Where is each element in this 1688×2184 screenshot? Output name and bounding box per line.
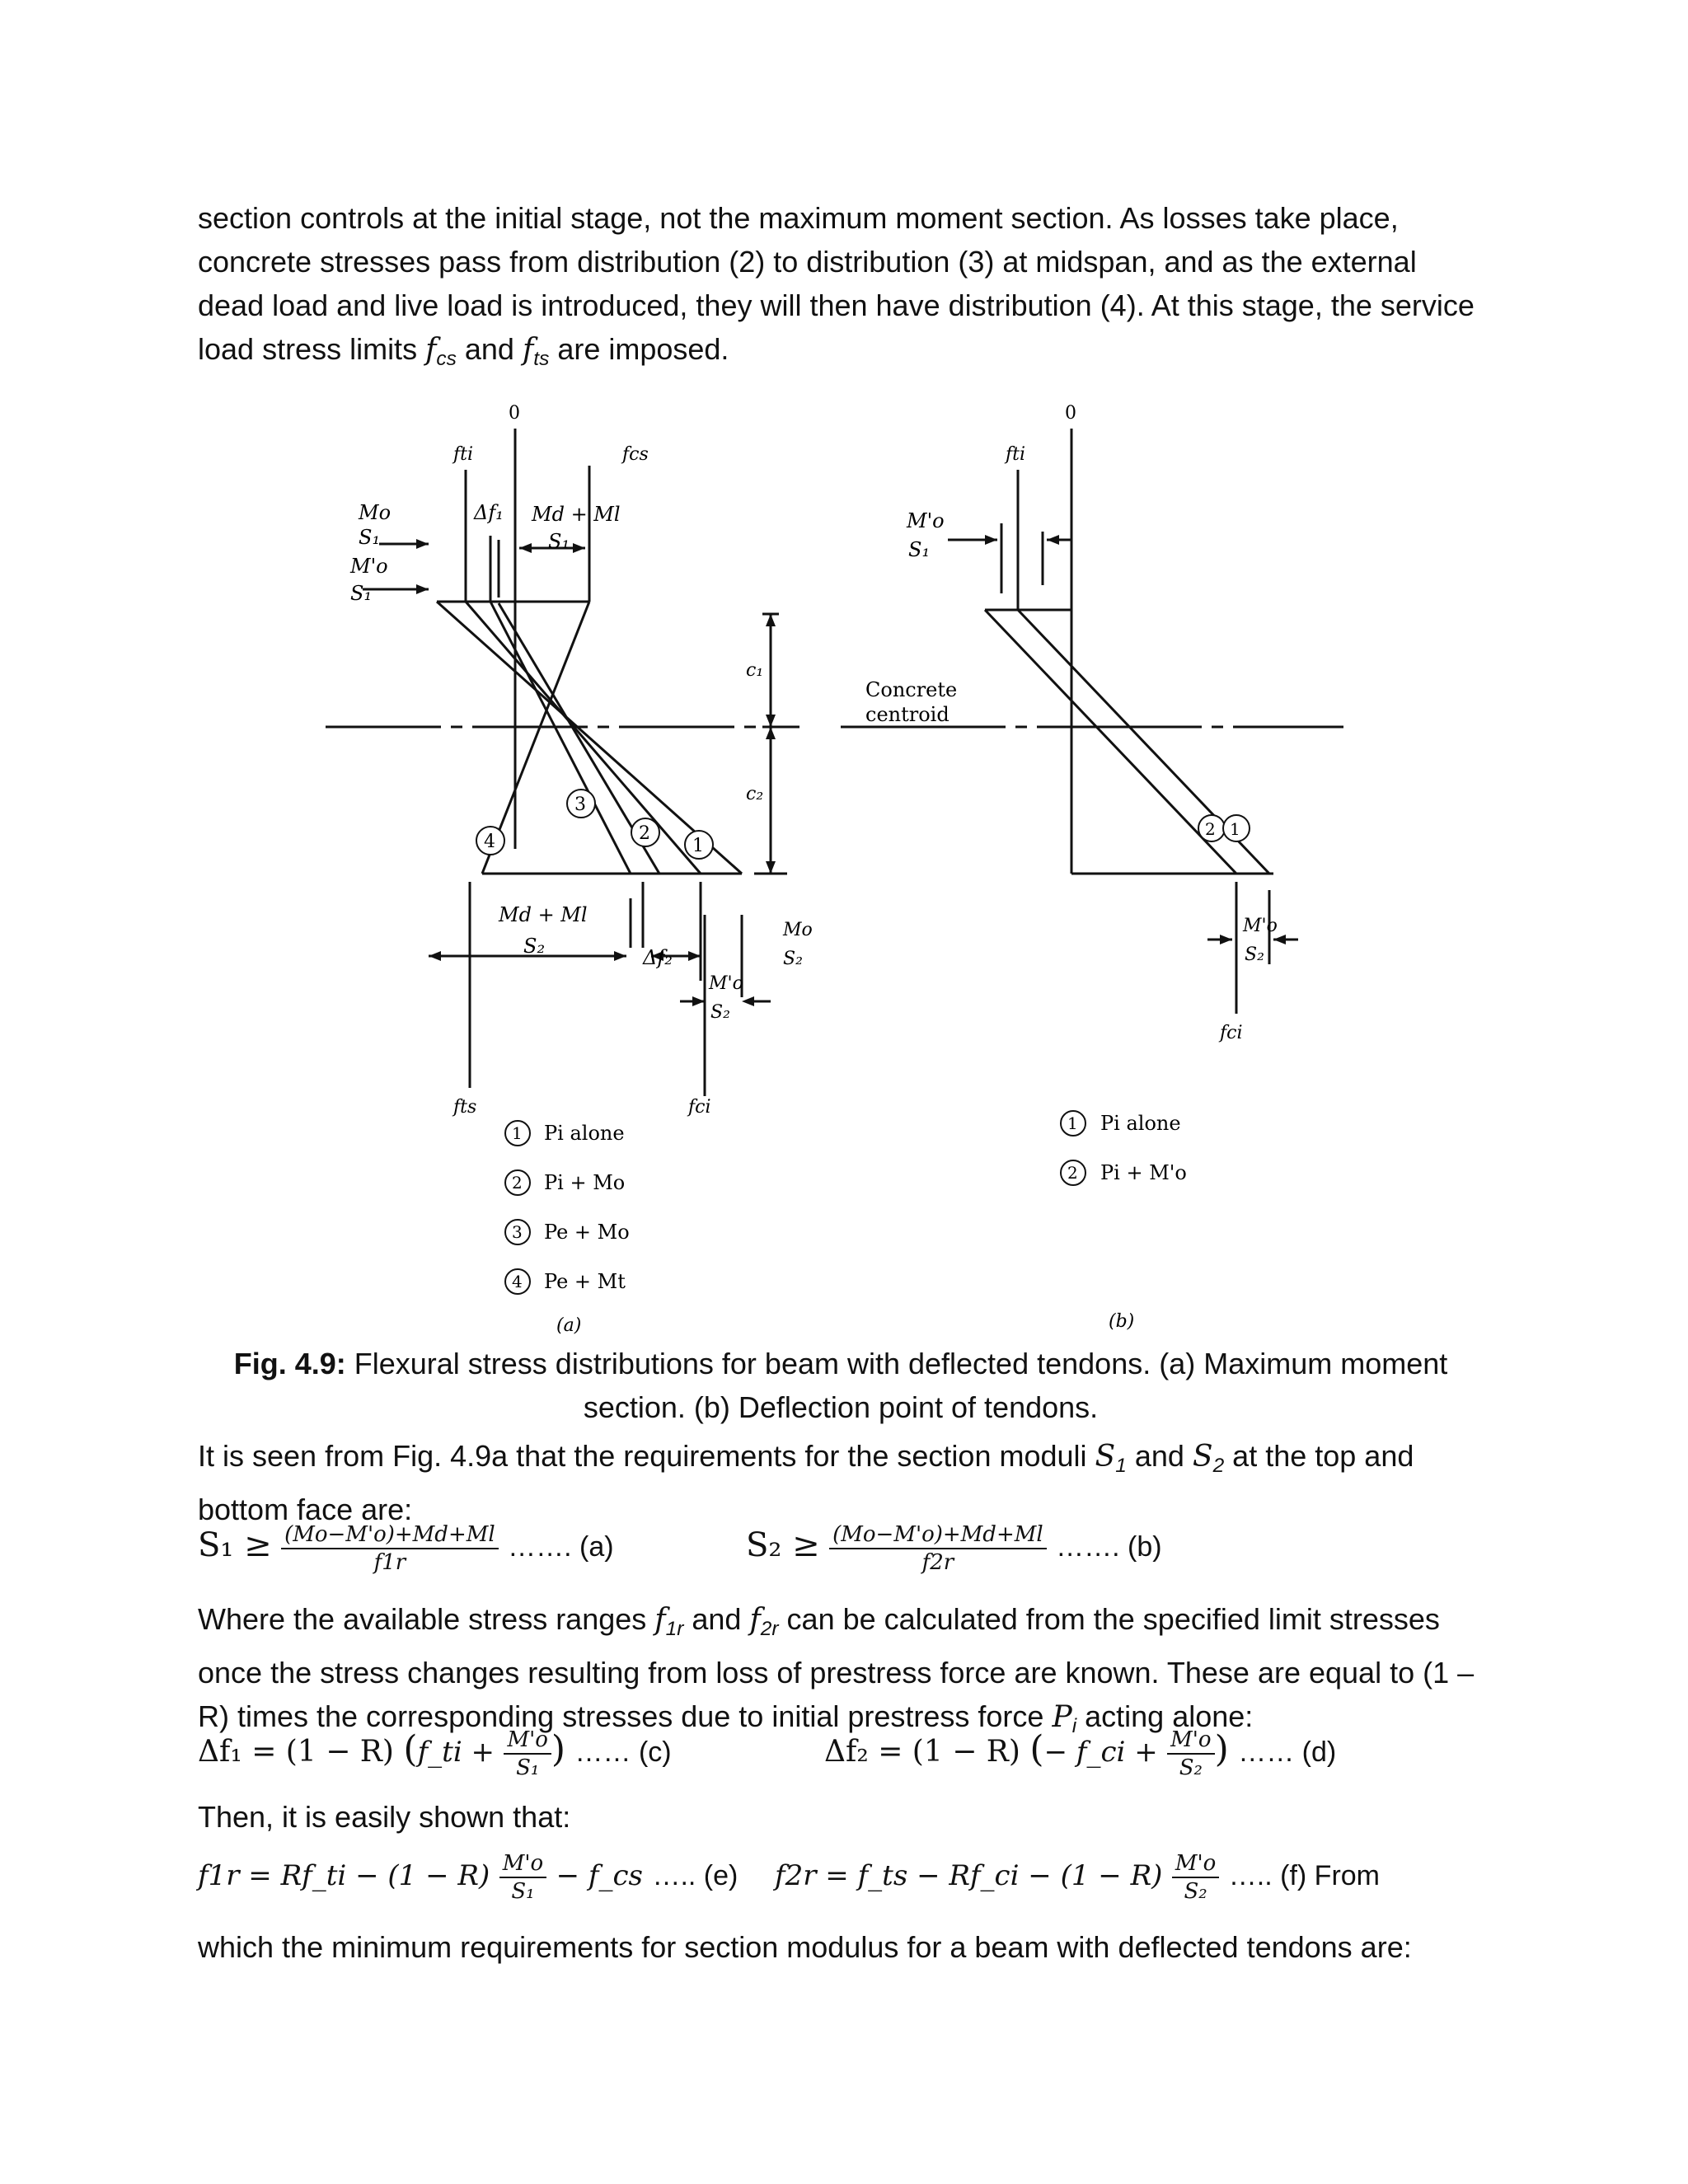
fti-label-b: fti [1006,444,1026,465]
eq-c-inner: f_ti + [417,1736,495,1769]
zero-label-a: 0 [509,403,520,424]
s1-subscript: 1 [1115,1454,1127,1477]
md-ml-s1-num: Md + Ml [532,503,621,526]
section-moduli-paragraph [198,1434,1484,1531]
equation-a [198,1521,614,1576]
panel-a-label: (a) [556,1315,582,1335]
eq-a-lhs: S₁ ≥ [198,1526,272,1564]
mo-prime-s2-den-b: S₂ [1245,944,1264,965]
circle-3-a: 3 [574,794,586,815]
final-paragraph: which the minimum requirements for section modulus for a beam with deflected tendons are: [198,1930,1412,1964]
fts-subscript: ts [533,347,550,370]
para3-text4: acting alone: [1076,1699,1254,1733]
equation-row-ef [198,1850,1484,1904]
equation-c: Δf₁ = (1 − R) (f_ti + $\frac{M'o}{\text{S₁}}$ ) …… (c) [198,1727,672,1780]
eq-b-denominator: f2r [921,1550,954,1575]
figure-4-9 [313,387,1385,1335]
circle-1-a: 1 [692,836,704,856]
fcs-label-a: fcs [622,444,649,465]
eq-d-numerator: M'o [1167,1727,1214,1755]
pi-subscript: i [1071,1714,1077,1737]
eq-e-numerator: M'o [499,1850,546,1878]
para3-text3: can be calculated from the specified limit stresses once the stress changes resulting from loss of prestress force are known. These are equal to (1 – R) times the corresponding stresses due to initial prestress force [198,1602,1475,1733]
s1-symbol: S [1095,1440,1116,1474]
circle-2-a: 2 [639,823,650,844]
fci-label-b: fci [1220,1023,1243,1043]
eq-e-denominator: S₁ [511,1879,535,1904]
eq-c-fraction [504,1727,551,1781]
s2-subscript: 2 [1212,1454,1225,1477]
zero-label-b: 0 [1065,403,1076,424]
para3-text2: and [683,1602,750,1636]
para2-text1: It is seen from Fig. 4.9a that the requirements for the section moduli [198,1439,1095,1473]
figure-caption [198,1342,1484,1429]
intro-and: and [456,332,523,366]
legend-b-item-2: Pi + M'o [1100,1161,1187,1184]
distribution-3-line [490,602,631,874]
centroid-label-line1: Concrete [865,678,958,701]
eq-d-inner: − f_ci + [1043,1736,1158,1769]
mo-s1-den: S₁ [359,526,381,549]
centroid-label-line2: centroid [865,703,950,726]
panel-a-lines [326,429,1343,1096]
para2-text2: and [1126,1439,1193,1473]
eq-d-denominator: S₂ [1179,1755,1203,1780]
equation-e [198,1850,738,1905]
eq-b-lhs: S₂ ≥ [746,1526,820,1564]
circle-1-b: 1 [1230,819,1240,839]
eq-f-fraction [1172,1850,1219,1905]
md-ml-s2-num: Md + Ml [499,903,588,926]
s2-symbol: S [1192,1440,1213,1474]
f1r-symbol: f [654,1603,666,1637]
legend-a-num-3: 3 [512,1222,523,1242]
stress-range-paragraph [198,1597,1484,1748]
mo-prime-s2-den: S₂ [710,1002,730,1023]
caption-text: Flexural stress distributions for beam with deflected tendons. (a) Maximum moment section. (b) Deflection point of tendons. [345,1347,1448,1424]
legend-a-num-1: 1 [512,1123,523,1143]
eq-d-fraction [1167,1727,1214,1781]
mo-prime-s2-num-b: M'o [1243,916,1278,936]
fts-label-a: fts [453,1097,477,1118]
eq-d-lhs: Δf₂ = (1 − R) [824,1735,1020,1769]
equation-f [775,1850,1380,1905]
f1r-subscript: 1r [665,1617,684,1640]
c1-label: c₁ [746,660,764,681]
eq-a-tag: ……. (a) [508,1531,614,1563]
eq-e-lhs: f1r = Rf_ti − (1 − R) [198,1859,490,1892]
mo-s2-num: Mo [783,920,813,940]
f2r-symbol: f [749,1603,761,1637]
eq-e-fraction [499,1850,546,1905]
legend-a-item-1: Pi alone [544,1122,625,1145]
mo-s1-num: Mo [359,501,392,524]
equation-b [746,1521,1162,1576]
eq-e-tag: ….. (e) [652,1860,738,1891]
mo-prime-s1-den: S₁ [350,582,373,605]
legend-a-num-2: 2 [512,1173,523,1193]
eq-b-numerator: (Mo−M'o)+Md+Ml [829,1521,1047,1549]
circle-4-a: 4 [484,832,495,852]
equation-d: Δf₂ = (1 − R) (− f_ci + $\frac{M'o}{\text{S₂}}$ ) …… (d) [824,1727,1337,1780]
legend-a-item-2: Pi + Mo [544,1171,626,1194]
fcs-subscript: cs [436,347,457,370]
para3-text1: Where the available stress ranges [198,1602,655,1636]
eq-f-numerator: M'o [1172,1850,1219,1878]
legend-a-num-4: 4 [512,1272,523,1291]
eq-a-fraction [281,1521,499,1576]
eq-b-fraction [829,1521,1047,1576]
md-ml-s1-den: S₁ [548,530,570,553]
mo-prime-s2-num: M'o [709,973,743,994]
eq-c-numerator: M'o [504,1727,551,1755]
pi-symbol: P [1052,1699,1072,1734]
fti-label-a: fti [453,444,474,465]
circle-2-b: 2 [1205,819,1216,839]
stress-distribution-diagram [313,387,1385,1335]
intro-text: section controls at the initial stage, not the maximum moment section. As losses take place, concrete stresses pass from distribution (2) to distribution (3) at midspan, and as the external dead load and live load is introduced, they will then have distribution (4). At this stage, the service load stress limits [198,201,1475,366]
mo-prime-s1-num-b: M'o [907,509,945,532]
eq-c-lhs: Δf₁ = (1 − R) [198,1735,394,1769]
md-ml-s2-den: S₂ [523,935,546,958]
panel-b-label: (b) [1109,1311,1135,1332]
legend-a-item-3: Pe + Mo [544,1221,630,1244]
equation-row-ab [198,1521,1484,1575]
delta-f2-label: Δf₂ [643,946,673,969]
legend-b-num-1: 1 [1067,1113,1078,1133]
eq-c-denominator: S₁ [516,1755,540,1780]
eq-e-rest: − f_cs [556,1859,643,1892]
intro-paragraph [198,196,1484,381]
eq-a-numerator: (Mo−M'o)+Md+Ml [281,1521,499,1549]
eq-f-denominator: S₂ [1184,1879,1207,1904]
eq-d-tag: …… (d) [1238,1736,1337,1768]
fcs-symbol: f [425,333,437,367]
legend-a-item-4: Pe + Mt [544,1270,626,1293]
mo-prime-s1-num: M'o [350,555,388,578]
eq-f-lhs: f2r = f_ts − Rf_ci − (1 − R) [775,1859,1163,1892]
then-paragraph: Then, it is easily shown that: [198,1800,571,1834]
legend-b-num-2: 2 [1067,1163,1078,1183]
fts-symbol: f [522,333,534,367]
intro-text-end: are imposed. [549,332,729,366]
eq-a-denominator: f1r [373,1550,406,1575]
para2-text3: at the top and bottom face are: [198,1439,1414,1526]
c2-label: c₂ [746,784,764,804]
caption-label: Fig. 4.9: [233,1347,346,1380]
eq-c-tag: …… (c) [574,1736,672,1768]
mo-prime-s1-den-b: S₁ [908,538,931,561]
delta-f1-label: Δf₁ [474,501,504,524]
mo-s2-den: S₂ [783,949,803,969]
fci-label-a: fci [688,1097,711,1118]
eq-b-tag: ……. (b) [1056,1531,1162,1563]
eq-f-tag: ….. (f) From [1228,1860,1380,1891]
equation-row-cd [198,1727,1484,1780]
legend-b-item-1: Pi alone [1100,1112,1181,1135]
f2r-subscript: 2r [760,1617,779,1640]
